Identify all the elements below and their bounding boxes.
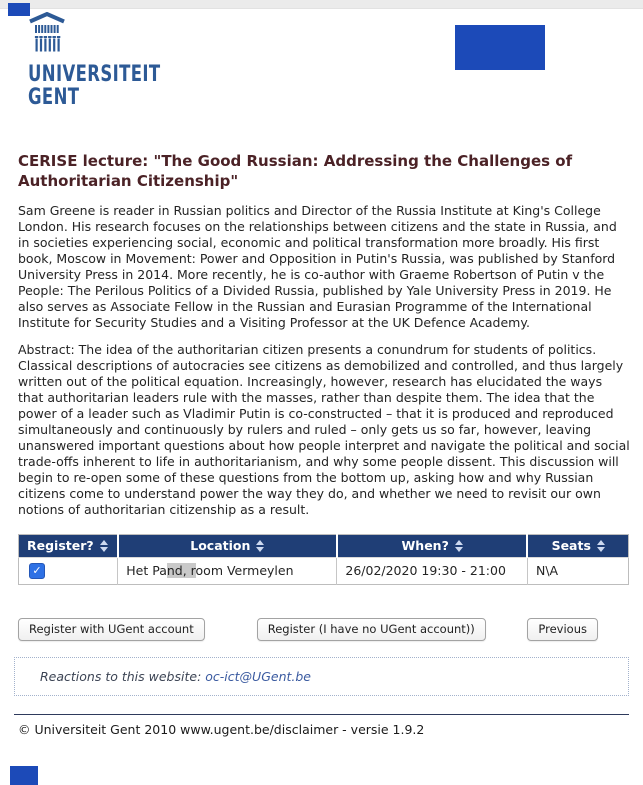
top-left-blue-block bbox=[8, 3, 30, 16]
previous-button[interactable]: Previous bbox=[527, 618, 598, 641]
location-text: Het Pa bbox=[126, 563, 167, 579]
when-cell: 26/02/2020 19:30 - 21:00 bbox=[337, 557, 528, 584]
column-header-seats-label: Seats bbox=[551, 537, 591, 553]
bottom-left-blue-block bbox=[10, 766, 38, 785]
register-with-ugent-button[interactable]: Register with UGent account bbox=[18, 618, 205, 641]
location-text: oom Vermeylen bbox=[195, 563, 294, 579]
column-header-when[interactable] bbox=[337, 534, 528, 557]
copyright-text: © Universiteit Gent 2010 www.ugent.be/disclaimer - versie 1.9.2 bbox=[18, 721, 425, 737]
sessions-table bbox=[18, 534, 629, 585]
reactions-label: Reactions to this website: bbox=[40, 668, 206, 684]
location-cell bbox=[118, 557, 337, 584]
page-title: CERISE lecture: "The Good Russian: Addressing the Challenges of Authoritarian Citizenship" bbox=[18, 152, 573, 190]
register-no-ugent-button[interactable]: Register (I have no UGent account)) bbox=[257, 618, 486, 641]
footer-divider bbox=[14, 714, 629, 715]
location-text-highlighted: nd, r bbox=[166, 563, 196, 579]
logo-line-universiteit: UNIVERSITEIT bbox=[28, 62, 161, 87]
reactions-box bbox=[14, 657, 629, 696]
column-header-register-label: Register? bbox=[27, 537, 94, 553]
table-row bbox=[19, 557, 629, 584]
contact-email-link[interactable]: oc-ict@UGent.be bbox=[205, 668, 311, 684]
sort-icon[interactable] bbox=[256, 540, 264, 552]
header bbox=[0, 0, 643, 108]
table-header-row bbox=[19, 534, 629, 557]
column-header-seats[interactable] bbox=[527, 534, 628, 557]
sort-icon[interactable] bbox=[100, 540, 108, 552]
main-content bbox=[0, 152, 643, 737]
register-checkbox[interactable] bbox=[29, 563, 45, 579]
button-row bbox=[18, 618, 598, 641]
checkmark-icon: ✓ bbox=[32, 563, 42, 577]
ugent-building-icon bbox=[28, 12, 66, 54]
logo-line-gent: GENT bbox=[28, 85, 80, 110]
register-cell bbox=[19, 557, 118, 584]
sort-icon[interactable] bbox=[597, 540, 605, 552]
abstract-paragraph: Abstract: The idea of the authoritarian citizen presents a conundrum for students of politics. Classical descriptions of autocracies see citizens as demobilized and controlled, and thus largely written out of the political equation. Increasingly, however, research has elucidated the ways that authoritarian leaders rule with the masses, rather than despite them. The idea that the power of a leader such as Vladimir Putin is co-constructed – that it is produced and reproduced simultaneously and continuously by rulers and ruled – only gets us so far, however, leaving unanswered important questions about how people interpret and navigate the political and social trade-offs inherent to life in authoritarianism, and why some people dissent. This discussion will begin to re-open some of these questions from the bottom up, asking how and why Russian citizens come to understand power the way they do, and whether we need to revisit our own notions of authoritarian citizenship as a result. bbox=[18, 341, 630, 517]
column-header-location-label: Location bbox=[190, 537, 251, 553]
logo-wordmark bbox=[28, 63, 489, 109]
sort-icon[interactable] bbox=[455, 540, 463, 552]
column-header-location[interactable] bbox=[118, 534, 337, 557]
speaker-bio-paragraph: Sam Greene is reader in Russian politics and Director of the Russia Institute at King's College London. His research focuses on the relationships between citizens and the state in Russia, and in societies experiencing social, economic and political transformation more broadly. His first book, Moscow in Movement: Power and Opposition in Putin's Russia, was published by Stanford University Press in 2014. More recently, he is co-author with Graeme Robertson of Putin v the People: The Perilous Politics of a Divided Russia, published by Yale University Press in 2019. He also serves as Associate Fellow in the Russian and Eurasian Programme of the International Institute for Security Studies and a Visiting Professor at the UK Defence Academy. bbox=[18, 202, 617, 330]
seats-cell: N\A bbox=[527, 557, 628, 584]
ugent-logo[interactable] bbox=[28, 12, 643, 109]
column-header-when-label: When? bbox=[401, 537, 449, 553]
top-bar bbox=[0, 0, 643, 9]
column-header-register[interactable] bbox=[19, 534, 118, 557]
